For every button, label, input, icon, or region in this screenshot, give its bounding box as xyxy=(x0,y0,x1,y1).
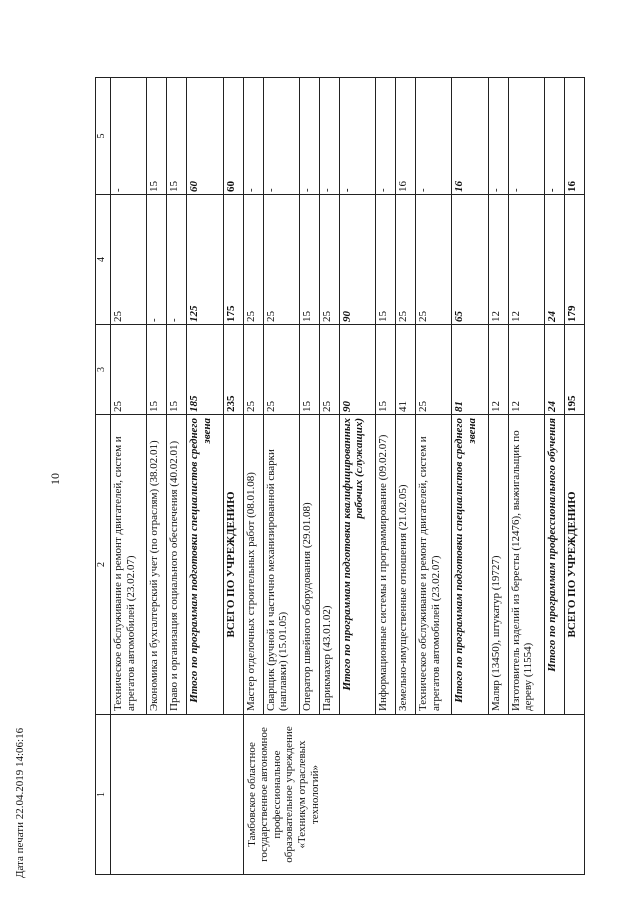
value-col3: 195 xyxy=(564,325,584,415)
value-col5: - xyxy=(339,78,375,195)
program-cell: Маляр (13450), штукатур (19727) xyxy=(488,415,508,715)
value-col4: 25 xyxy=(396,195,416,325)
column-header: 3 xyxy=(96,325,111,415)
column-header: 4 xyxy=(96,195,111,325)
value-col4: 90 xyxy=(339,195,375,325)
program-cell: Итого по программам подготовки квалифицированных рабочих (служащих) xyxy=(339,415,375,715)
program-cell: Земельно-имущественные отношения (21.02.05) xyxy=(396,415,416,715)
program-cell: Оператор швейного оборудования (29.01.08) xyxy=(299,415,319,715)
value-col3: 12 xyxy=(488,325,508,415)
institution-name: Тамбовское областное государственное автономное профессиональное образовательное учреждение «Техникум отраслевых технологий» xyxy=(243,715,584,875)
column-header: 2 xyxy=(96,415,111,715)
value-col5: - xyxy=(243,78,263,195)
value-col4: 15 xyxy=(299,195,319,325)
value-col3: 15 xyxy=(167,325,187,415)
value-col5: - xyxy=(416,78,452,195)
value-col3: 41 xyxy=(396,325,416,415)
value-col5: - xyxy=(376,78,396,195)
value-col4: 25 xyxy=(416,195,452,325)
value-col4: 25 xyxy=(263,195,299,325)
value-col5: - xyxy=(263,78,299,195)
program-cell: Итого по программам подготовки специалистов среднего звена xyxy=(452,415,488,715)
program-cell: Парикмахер (43.01.02) xyxy=(319,415,339,715)
table-row xyxy=(111,78,147,875)
program-cell: Право и организация социального обеспечения (40.02.01) xyxy=(167,415,187,715)
institution-cell-empty xyxy=(111,715,244,875)
header-row xyxy=(96,78,111,875)
value-col4: 125 xyxy=(187,195,223,325)
value-col4: 25 xyxy=(111,195,147,325)
program-cell: ВСЕГО ПО УЧРЕЖДЕНИЮ xyxy=(564,415,584,715)
value-col4: 175 xyxy=(223,195,243,325)
admission-table xyxy=(95,77,585,875)
value-col5: - xyxy=(111,78,147,195)
column-header: 5 xyxy=(96,78,111,195)
program-cell: Сварщик (ручной и частично механизированной сварки (наплавки) (15.01.05) xyxy=(263,415,299,715)
value-col3: 15 xyxy=(299,325,319,415)
column-header: 1 xyxy=(96,715,111,875)
value-col3: 25 xyxy=(319,325,339,415)
program-cell: Мастер отделочных строительных работ (08.01.08) xyxy=(243,415,263,715)
value-col3: 81 xyxy=(452,325,488,415)
value-col3: 25 xyxy=(243,325,263,415)
value-col3: 12 xyxy=(508,325,544,415)
value-col3: 25 xyxy=(263,325,299,415)
program-cell: Экономика и бухгалтерский учет (по отраслям) (38.02.01) xyxy=(147,415,167,715)
value-col3: 25 xyxy=(111,325,147,415)
value-col4: 179 xyxy=(564,195,584,325)
value-col4: 12 xyxy=(488,195,508,325)
value-col4: 25 xyxy=(243,195,263,325)
value-col3: 90 xyxy=(339,325,375,415)
value-col5: - xyxy=(544,78,564,195)
value-col3: 185 xyxy=(187,325,223,415)
value-col4: - xyxy=(147,195,167,325)
program-cell: Техническое обслуживание и ремонт двигателей, систем и агрегатов автомобилей (23.02.07) xyxy=(416,415,452,715)
value-col4: 12 xyxy=(508,195,544,325)
value-col4: 65 xyxy=(452,195,488,325)
value-col4: 15 xyxy=(376,195,396,325)
program-cell: Изготовитель изделий из бересты (12476), выжигальщик по дереву (11554) xyxy=(508,415,544,715)
page-number: 10 xyxy=(48,473,62,485)
value-col5: - xyxy=(319,78,339,195)
print-date: Дата печати 22.04.2019 14:06:16 xyxy=(14,727,26,878)
program-cell: Информационные системы и программирование (09.02.07) xyxy=(376,415,396,715)
table-row xyxy=(243,78,263,875)
value-col5: - xyxy=(508,78,544,195)
program-cell: Техническое обслуживание и ремонт двигателей, систем и агрегатов автомобилей (23.02.07) xyxy=(111,415,147,715)
value-col5: 15 xyxy=(167,78,187,195)
value-col5: 16 xyxy=(452,78,488,195)
value-col4: 25 xyxy=(319,195,339,325)
value-col5: 60 xyxy=(223,78,243,195)
value-col5: - xyxy=(299,78,319,195)
program-cell: Итого по программам подготовки специалистов среднего звена xyxy=(187,415,223,715)
value-col3: 15 xyxy=(376,325,396,415)
value-col5: 15 xyxy=(147,78,167,195)
value-col4: - xyxy=(167,195,187,325)
value-col5: - xyxy=(488,78,508,195)
program-cell: ВСЕГО ПО УЧРЕЖДЕНИЮ xyxy=(223,415,243,715)
value-col3: 235 xyxy=(223,325,243,415)
value-col3: 25 xyxy=(416,325,452,415)
program-cell: Итого по программам профессионального обучения xyxy=(544,415,564,715)
value-col5: 16 xyxy=(564,78,584,195)
rotated-table-wrapper xyxy=(95,78,585,875)
value-col5: 60 xyxy=(187,78,223,195)
value-col4: 24 xyxy=(544,195,564,325)
value-col5: 16 xyxy=(396,78,416,195)
value-col3: 24 xyxy=(544,325,564,415)
value-col3: 15 xyxy=(147,325,167,415)
